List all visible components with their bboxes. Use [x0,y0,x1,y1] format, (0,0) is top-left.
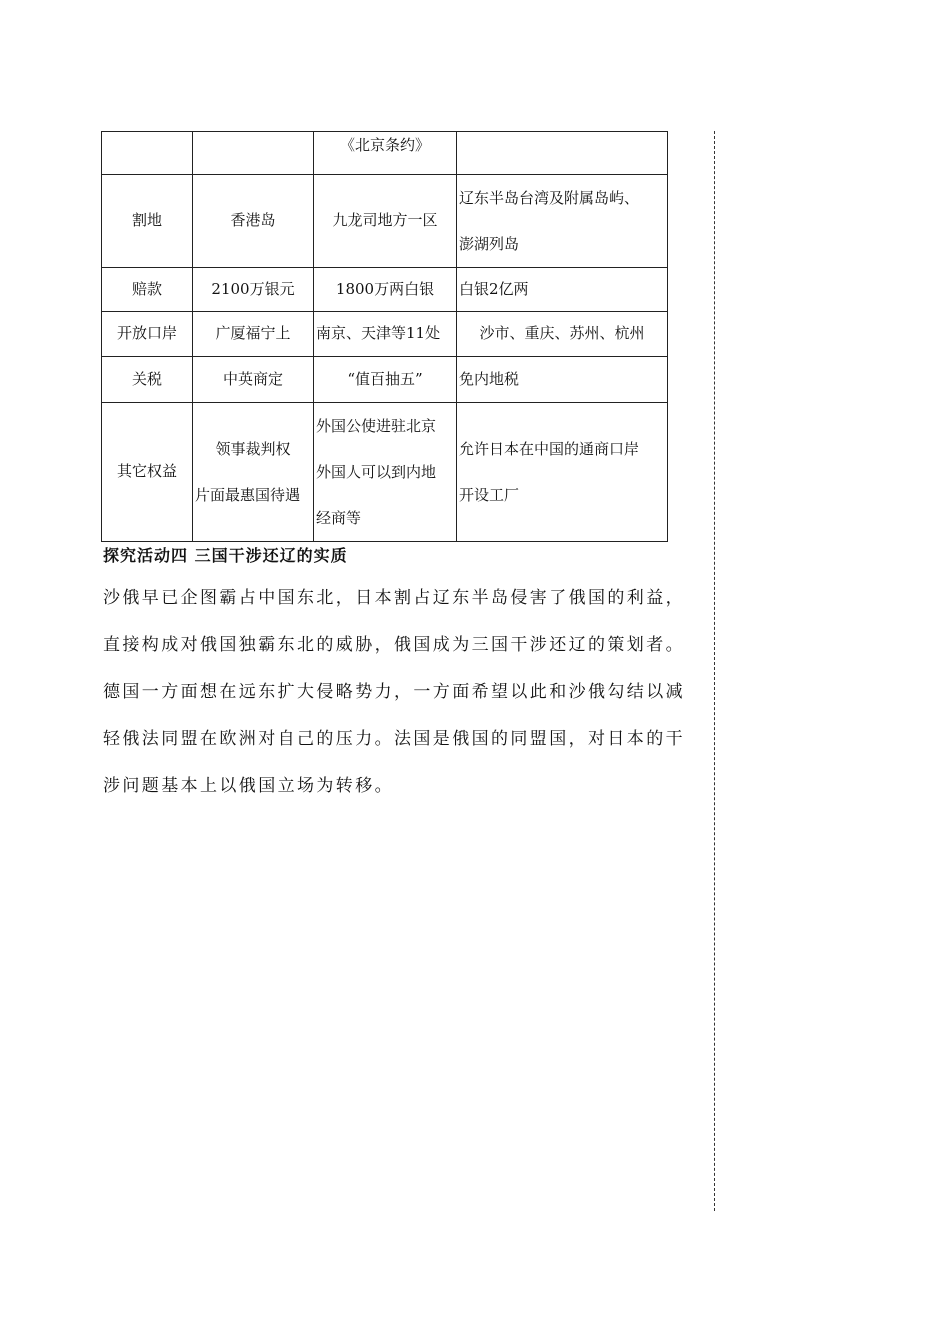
binding-margin-dashed-line [714,131,715,1211]
table-row [102,357,668,403]
cell-nanjing-other: 领事裁判权 片面最惠国待遇 [193,403,314,542]
paragraph-line: 沙俄早已企图霸占中国东北，日本割占辽东半岛侵害了俄国的利益， [103,588,685,608]
cell-shimonoseki-land: 辽东半岛台湾及附属岛屿、 澎湖列岛 [457,175,668,268]
table-row [102,403,668,542]
paragraph-line: 德国一方面想在远东扩大侵略势力，一方面希望以此和沙俄勾结以减 [103,682,685,702]
cell-beijing-tariff: “值百抽五” [314,357,457,403]
row-label-tariff: 关税 [102,357,193,403]
table-row [102,268,668,312]
table-header-row [102,132,668,175]
header-cell-shimonoseki [457,132,668,175]
header-cell-label [102,132,193,175]
table-row [102,175,668,268]
cell-beijing-other: 外国公使进驻北京 外国人可以到内地 经商等 [314,403,457,542]
cell-beijing-land: 九龙司地方一区 [314,175,457,268]
header-cell-beijing-treaty: 《北京条约》 [314,132,457,175]
cell-beijing-ports: 南京、天津等11处 [314,312,457,357]
treaty-comparison-table [101,131,668,542]
body-paragraph [103,575,703,810]
paragraph-line: 轻俄法同盟在欧洲对自己的压力。法国是俄国的同盟国，对日本的干 [103,729,685,749]
paragraph-line: 直接构成对俄国独霸东北的威胁，俄国成为三国干涉还辽的策划者。 [103,635,685,655]
row-label-land-cession: 割地 [102,175,193,268]
cell-shimonoseki-other: 允许日本在中国的通商口岸 开设工厂 [457,403,668,542]
cell-beijing-indemnity: 1800万两白银 [314,268,457,312]
cell-shimonoseki-indemnity: 白银2亿两 [457,268,668,312]
cell-nanjing-tariff: 中英商定 [193,357,314,403]
cell-nanjing-indemnity: 2100万银元 [193,268,314,312]
header-cell-nanjing [193,132,314,175]
row-label-indemnity: 赔款 [102,268,193,312]
cell-nanjing-land: 香港岛 [193,175,314,268]
section-heading: 探究活动四 三国干涉还辽的实质 [103,546,348,565]
cell-nanjing-ports: 广厦福宁上 [193,312,314,357]
cell-shimonoseki-ports: 沙市、重庆、苏州、杭州 [457,312,668,357]
row-label-open-ports: 开放口岸 [102,312,193,357]
paragraph-line: 涉问题基本上以俄国立场为转移。 [103,776,394,796]
row-label-other-rights: 其它权益 [102,403,193,542]
table-row [102,312,668,357]
cell-shimonoseki-tariff: 免内地税 [457,357,668,403]
